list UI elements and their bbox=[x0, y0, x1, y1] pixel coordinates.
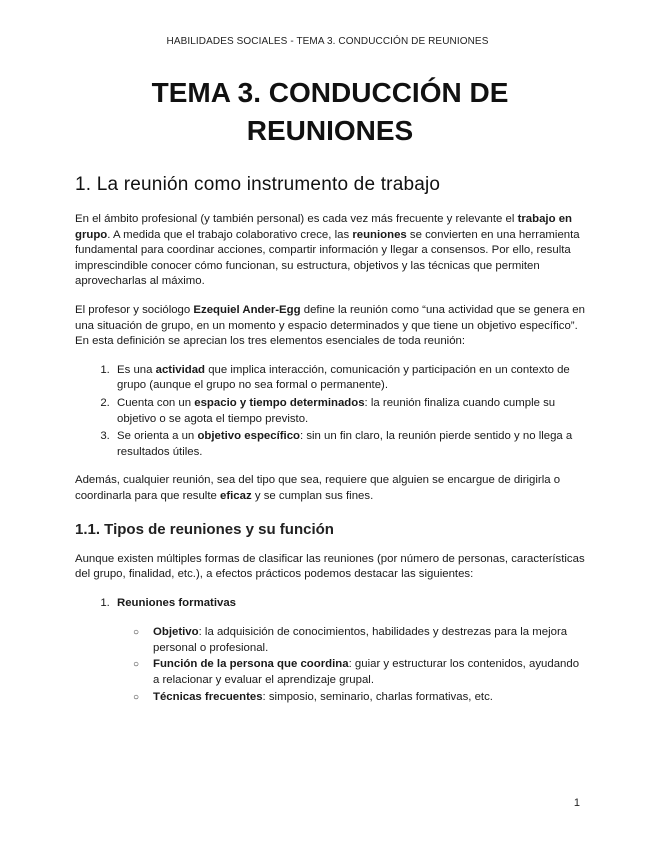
circle-bullet-icon: ○ bbox=[133, 627, 140, 639]
circle-bullet-icon: ○ bbox=[133, 659, 140, 671]
list-item: 2. Cuenta con un espacio y tiempo determinados: la reunión finaliza cuando cumple su objetivo o se agota el tiempo previsto. bbox=[113, 396, 585, 427]
meeting-types-list bbox=[75, 596, 585, 706]
list-item: ○ Técnicas frecuentes: simposio, seminario, charlas formativas, etc. bbox=[153, 690, 585, 706]
meeting-type-item bbox=[113, 596, 585, 706]
section-1-1-heading: 1.1. Tipos de reuniones y su función bbox=[75, 520, 334, 538]
page-number: 1 bbox=[573, 797, 580, 809]
list-item: ○ Función de la persona que coordina: guiar y estructurar los contenidos, ayudando a relacionar y evaluar el aprendizaje grupal. bbox=[133, 658, 580, 687]
document-body bbox=[75, 74, 585, 718]
meeting-type-title: Reuniones formativas bbox=[117, 596, 237, 609]
list-item: ○ Objetivo: la adquisición de conocimientos, habilidades y destrezas para la mejora personal o profesional. bbox=[133, 626, 568, 654]
page-title-line-2: REUNIONES bbox=[246, 115, 414, 146]
meeting-elements-list bbox=[75, 363, 585, 461]
page-title-line-1: TEMA 3. CONDUCCIÓN DE bbox=[151, 77, 509, 108]
section-1-heading: 1. La reunión como instrumento de trabajo bbox=[75, 174, 441, 195]
section-1-paragraph-3: Además, cualquier reunión, sea del tipo que sea, requiere que alguien se encargue de dirigirla o coordinarla para que resulte eficaz y se cumplan sus fines. bbox=[75, 474, 561, 502]
list-item: 3. Se orienta a un objetivo específico: sin un fin claro, la reunión pierde sentido y no llega a resultados útiles. bbox=[113, 429, 585, 460]
running-header: HABILIDADES SOCIALES - TEMA 3. CONDUCCIÓN DE REUNIONES bbox=[166, 36, 489, 47]
section-1-paragraph-2: El profesor y sociólogo Ezequiel Ander-Egg define la reunión como “una actividad que se genera en una situación de grupo, en un momento y espacio determinados y que tiene un objetivo específico”. En esta definición se aprecian los tres elementos esenciales de toda reunión: bbox=[75, 303, 585, 348]
page-title bbox=[75, 74, 585, 150]
meeting-type-details bbox=[117, 625, 585, 705]
list-item: 1. Es una actividad que implica interacción, comunicación y participación en un contexto de grupo (aunque el grupo no sea formal o permanente). bbox=[113, 363, 585, 394]
section-1-paragraph-1: En el ámbito profesional (y también personal) es cada vez más frecuente y relevante el trabajo en grupo. A medida que el trabajo colaborativo crece, las reuniones se convierten en una herramienta fundamental para coordinar acciones, compartir información y llegar a consensos. Por ello, resulta imprescindible conocer cómo funcionan, su estructura, objetivos y las técnicas que permiten aprovecharlas al máximo. bbox=[75, 213, 580, 288]
section-1-1-intro: Aunque existen múltiples formas de clasificar las reuniones (por número de personas, características del grupo, finalidad, etc.), a efectos prácticos podemos destacar las siguientes: bbox=[75, 552, 585, 581]
circle-bullet-icon: ○ bbox=[133, 691, 140, 703]
